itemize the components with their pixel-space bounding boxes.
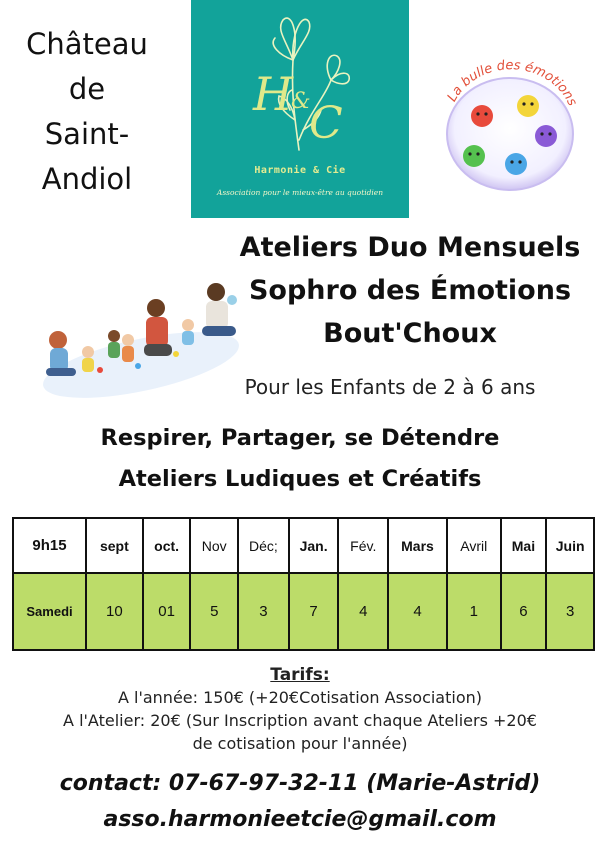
bubble-logo-text: La bulle des émotions xyxy=(444,58,580,109)
month-header: sept xyxy=(86,518,143,573)
venue-line: de xyxy=(68,72,106,106)
contact-email: asso.harmonieetcie@gmail.com xyxy=(103,807,497,832)
contact-phone: contact: 07-67-97-32-11 (Marie-Astrid) xyxy=(59,771,541,796)
month-header: Avril xyxy=(447,518,501,573)
logo-name: Harmonie & Cie xyxy=(254,165,346,176)
svg-text:&: & xyxy=(291,89,311,114)
title-line: Sophro des Émotions xyxy=(248,275,572,306)
date-cell: 4 xyxy=(338,573,388,650)
schedule-time: 9h15 xyxy=(13,518,86,573)
flower-monogram-icon xyxy=(191,0,409,218)
tagline-line: Respirer, Partager, se Détendre xyxy=(100,425,500,451)
date-cell: 5 xyxy=(190,573,238,650)
harmonie-logo xyxy=(191,0,409,218)
pricing-section xyxy=(0,664,600,755)
schedule-table xyxy=(12,517,595,651)
schedule-dates-row xyxy=(13,573,594,650)
svg-text:C: C xyxy=(309,98,343,149)
pricing-line: de cotisation pour l'année) xyxy=(192,734,408,753)
schedule-day: Samedi xyxy=(13,573,86,650)
pricing-line: A l'Atelier: 20€ (Sur Inscription avant chaque Ateliers +20€ xyxy=(63,711,537,730)
date-cell: 6 xyxy=(501,573,547,650)
month-header: Fév. xyxy=(338,518,388,573)
month-header: Jan. xyxy=(289,518,339,573)
venue-line: Andiol xyxy=(41,162,133,196)
date-cell: 10 xyxy=(86,573,143,650)
month-header: oct. xyxy=(143,518,191,573)
title-line: Ateliers Duo Mensuels xyxy=(239,232,581,263)
month-header: Nov xyxy=(190,518,238,573)
date-cell: 1 xyxy=(447,573,501,650)
month-header: Mars xyxy=(388,518,447,573)
emotion-bubble-icon xyxy=(430,56,590,196)
bubble-logo xyxy=(430,56,590,196)
pricing-heading: Tarifs: xyxy=(270,665,330,685)
schedule-header-row xyxy=(13,518,594,573)
tagline-line: Ateliers Ludiques et Créatifs xyxy=(118,466,482,492)
svg-text:H: H xyxy=(253,67,294,121)
date-cell: 01 xyxy=(143,573,191,650)
month-header: Mai xyxy=(501,518,547,573)
age-range-subtitle: Pour les Enfants de 2 à 6 ans xyxy=(244,375,536,399)
date-cell: 7 xyxy=(289,573,339,650)
date-cell: 4 xyxy=(388,573,447,650)
title-line: Bout'Choux xyxy=(323,318,497,349)
page-title xyxy=(220,226,600,355)
pricing-line: A l'année: 150€ (+20€Cotisation Association) xyxy=(117,688,482,707)
month-header: Juin xyxy=(546,518,594,573)
logo-tagline: Association pour le mieux-être au quotidien xyxy=(216,188,384,197)
date-cell: 3 xyxy=(546,573,594,650)
date-cell: 3 xyxy=(238,573,289,650)
month-header: Déc; xyxy=(238,518,289,573)
venue-name xyxy=(12,22,162,202)
venue-line: Château xyxy=(26,27,148,61)
venue-line: Saint- xyxy=(44,117,130,151)
